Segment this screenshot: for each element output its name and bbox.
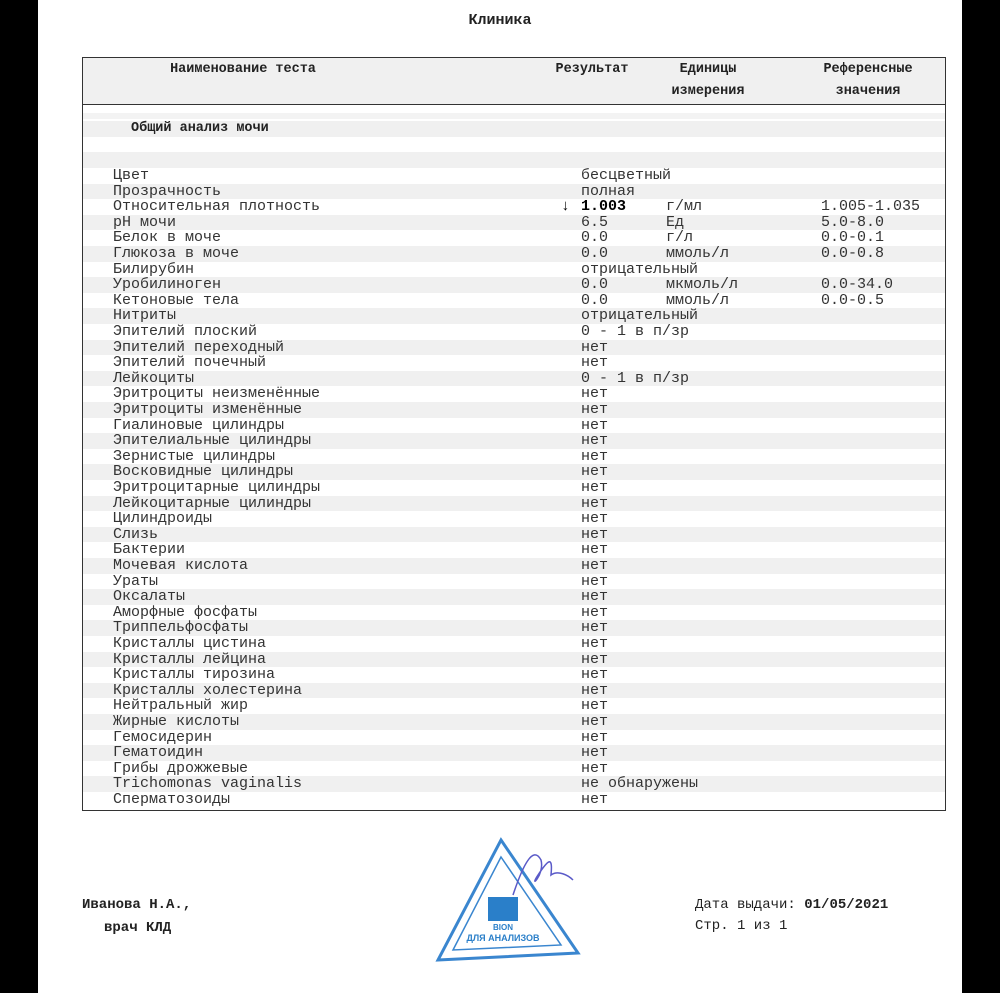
clinic-title: Клиника [468, 12, 532, 29]
test-name: Относительная плотность [113, 198, 321, 216]
svg-text:ДЛЯ АНАЛИЗОВ: ДЛЯ АНАЛИЗОВ [466, 933, 540, 943]
table-row [83, 542, 945, 558]
table-row [83, 683, 945, 699]
test-name: Оксалаты [113, 588, 186, 606]
table-row [83, 667, 945, 683]
table-row [83, 386, 945, 402]
table-row [83, 215, 945, 231]
document-page [38, 0, 962, 993]
test-name: Цилиндроиды [113, 510, 213, 528]
test-result: нет [581, 525, 609, 543]
test-name: Цвет [113, 167, 150, 184]
test-reference: 1.005-1.035 [821, 198, 921, 216]
table-row [83, 355, 945, 371]
test-result: нет [581, 791, 609, 808]
spacer [83, 152, 945, 168]
test-name: Кристаллы лейцина [113, 650, 267, 668]
test-result: нет [581, 401, 609, 418]
test-name: Лейкоциты [113, 369, 195, 387]
test-result: 1.003 [581, 198, 627, 216]
low-flag-icon: ↓ [561, 198, 571, 216]
test-name: Зернистые цилиндры [113, 447, 276, 465]
test-result: 0.0 [581, 229, 609, 247]
issue-date [695, 897, 888, 913]
table-row [83, 527, 945, 543]
bion-logo-icon [488, 897, 518, 921]
test-name: Кристаллы холестерина [113, 681, 303, 699]
lab-stamp [433, 835, 593, 965]
test-result: нет [581, 744, 609, 762]
test-name: Гематоидин [113, 744, 204, 762]
test-result: полная [581, 182, 636, 200]
test-reference: 0.0-0.5 [821, 291, 885, 309]
test-name: Прозрачность [113, 182, 222, 200]
section-title [83, 121, 945, 137]
table-row [83, 433, 945, 449]
test-result: нет [581, 666, 609, 684]
test-unit: г/л [666, 229, 694, 247]
test-name: Кристаллы цистина [113, 635, 267, 652]
test-name: Мочевая кислота [113, 557, 249, 574]
table-row [83, 293, 945, 309]
table-row [83, 184, 945, 200]
table-row [83, 496, 945, 512]
table-row [83, 168, 945, 184]
test-name: Слизь [113, 525, 159, 543]
test-result: нет [581, 728, 609, 746]
test-result: 0 - 1 в п/зр [581, 323, 690, 340]
test-name: Лейкоцитарные цилиндры [113, 494, 312, 512]
test-name: Эпителий плоский [113, 323, 258, 340]
table-row [83, 246, 945, 262]
test-result: нет [581, 463, 609, 481]
table-row [83, 745, 945, 761]
test-result: нет [581, 338, 609, 356]
test-name: Аморфные фосфаты [113, 603, 258, 621]
test-result: нет [581, 603, 609, 621]
test-result: нет [581, 479, 609, 496]
doctor-name: Иванова Н.А., [82, 897, 192, 913]
table-row [83, 792, 945, 808]
test-result: отрицательный [581, 260, 699, 278]
test-unit: ммоль/л [666, 291, 730, 309]
table-row [83, 605, 945, 621]
test-name: Ураты [113, 572, 159, 590]
test-result: 0.0 [581, 245, 609, 262]
test-name: Глюкоза в моче [113, 245, 240, 262]
test-result: бесцветный [581, 167, 672, 184]
test-reference: 5.0-8.0 [821, 213, 885, 231]
header-ref-1: Референсные [823, 62, 913, 77]
test-result: отрицательный [581, 307, 699, 325]
test-result: нет [581, 447, 609, 465]
table-row [83, 277, 945, 293]
header-ref-2: значения [835, 84, 901, 99]
table-row [83, 402, 945, 418]
test-name: Гемосидерин [113, 728, 213, 746]
table-row [83, 636, 945, 652]
table-row [83, 558, 945, 574]
table-row [83, 308, 945, 324]
test-result: 0.0 [581, 276, 609, 294]
test-result: нет [581, 681, 609, 699]
test-name: Эпителий переходный [113, 338, 285, 356]
test-name: Сперматозоиды [113, 791, 231, 808]
test-result: не обнаружены [581, 775, 699, 793]
table-row [83, 480, 945, 496]
test-name: Кристаллы тирозина [113, 666, 276, 684]
table-row [83, 199, 945, 215]
test-name: Эпителиальные цилиндры [113, 432, 312, 450]
date-label: Дата выдачи: [695, 897, 796, 913]
spacer [83, 113, 945, 119]
doctor-position: врач КЛД [104, 920, 172, 936]
test-name: Эпителий почечный [113, 354, 267, 372]
header-units-1: Единицы [679, 62, 737, 77]
test-result: нет [581, 588, 609, 606]
table-row [83, 340, 945, 356]
test-name: Trichomonas vaginalis [113, 775, 303, 793]
test-result: нет [581, 557, 609, 574]
test-unit: мкмоль/л [666, 276, 739, 294]
table-header [83, 58, 945, 105]
test-unit: г/мл [666, 198, 703, 216]
test-result: нет [581, 650, 609, 668]
table-row [83, 698, 945, 714]
table-row [83, 620, 945, 636]
test-result: нет [581, 510, 609, 528]
test-name: Эритроциты неизменённые [113, 385, 321, 403]
test-result: 6.5 [581, 213, 609, 231]
table-row [83, 262, 945, 278]
table-row [83, 761, 945, 777]
test-reference: 0.0-0.8 [821, 245, 885, 262]
test-name: Триппельфосфаты [113, 619, 249, 637]
test-result: нет [581, 635, 609, 652]
svg-text:BION: BION [493, 923, 513, 932]
test-result: 0.0 [581, 291, 609, 309]
test-result: нет [581, 759, 609, 777]
test-name: Уробилиноген [113, 276, 222, 294]
test-result: нет [581, 416, 609, 434]
test-result: нет [581, 432, 609, 450]
test-name: Билирубин [113, 260, 195, 278]
test-result: нет [581, 385, 609, 403]
page-number: Стр. 1 из 1 [695, 918, 788, 934]
header-units-2: измерения [671, 84, 745, 99]
section-label: Общий анализ мочи [131, 121, 269, 136]
results-table [82, 57, 946, 811]
test-name: Гиалиновые цилиндры [113, 416, 285, 434]
table-row [83, 714, 945, 730]
table-row [83, 511, 945, 527]
test-unit: Ед [666, 213, 685, 231]
test-result: нет [581, 541, 609, 559]
header-name: Наименование теста [170, 62, 316, 77]
test-name: Белок в моче [113, 229, 222, 247]
test-name: Восковидные цилиндры [113, 463, 294, 481]
test-name: Нитриты [113, 307, 177, 325]
test-result: нет [581, 697, 609, 715]
table-row [83, 589, 945, 605]
test-result: нет [581, 713, 609, 730]
test-result: 0 - 1 в п/зр [581, 369, 690, 387]
test-result: нет [581, 572, 609, 590]
header-result: Результат [555, 62, 629, 77]
test-name: Бактерии [113, 541, 186, 559]
test-name: Грибы дрожжевые [113, 759, 249, 777]
test-result: нет [581, 619, 609, 637]
table-row [83, 574, 945, 590]
test-name: Жирные кислоты [113, 713, 240, 730]
test-result: нет [581, 354, 609, 372]
table-row [83, 652, 945, 668]
table-row [83, 324, 945, 340]
table-row [83, 464, 945, 480]
table-row [83, 730, 945, 746]
test-name: Эритроциты изменённые [113, 401, 303, 418]
test-reference: 0.0-34.0 [821, 276, 894, 294]
table-row [83, 776, 945, 792]
test-result: нет [581, 494, 609, 512]
table-row [83, 449, 945, 465]
test-name: pH мочи [113, 213, 177, 231]
test-name: Нейтральный жир [113, 697, 249, 715]
table-row [83, 230, 945, 246]
date-value: 01/05/2021 [804, 897, 889, 913]
table-row [83, 371, 945, 387]
test-name: Эритроцитарные цилиндры [113, 479, 321, 496]
test-unit: ммоль/л [666, 245, 730, 262]
test-reference: 0.0-0.1 [821, 229, 885, 247]
table-row [83, 418, 945, 434]
test-name: Кетоновые тела [113, 291, 240, 309]
